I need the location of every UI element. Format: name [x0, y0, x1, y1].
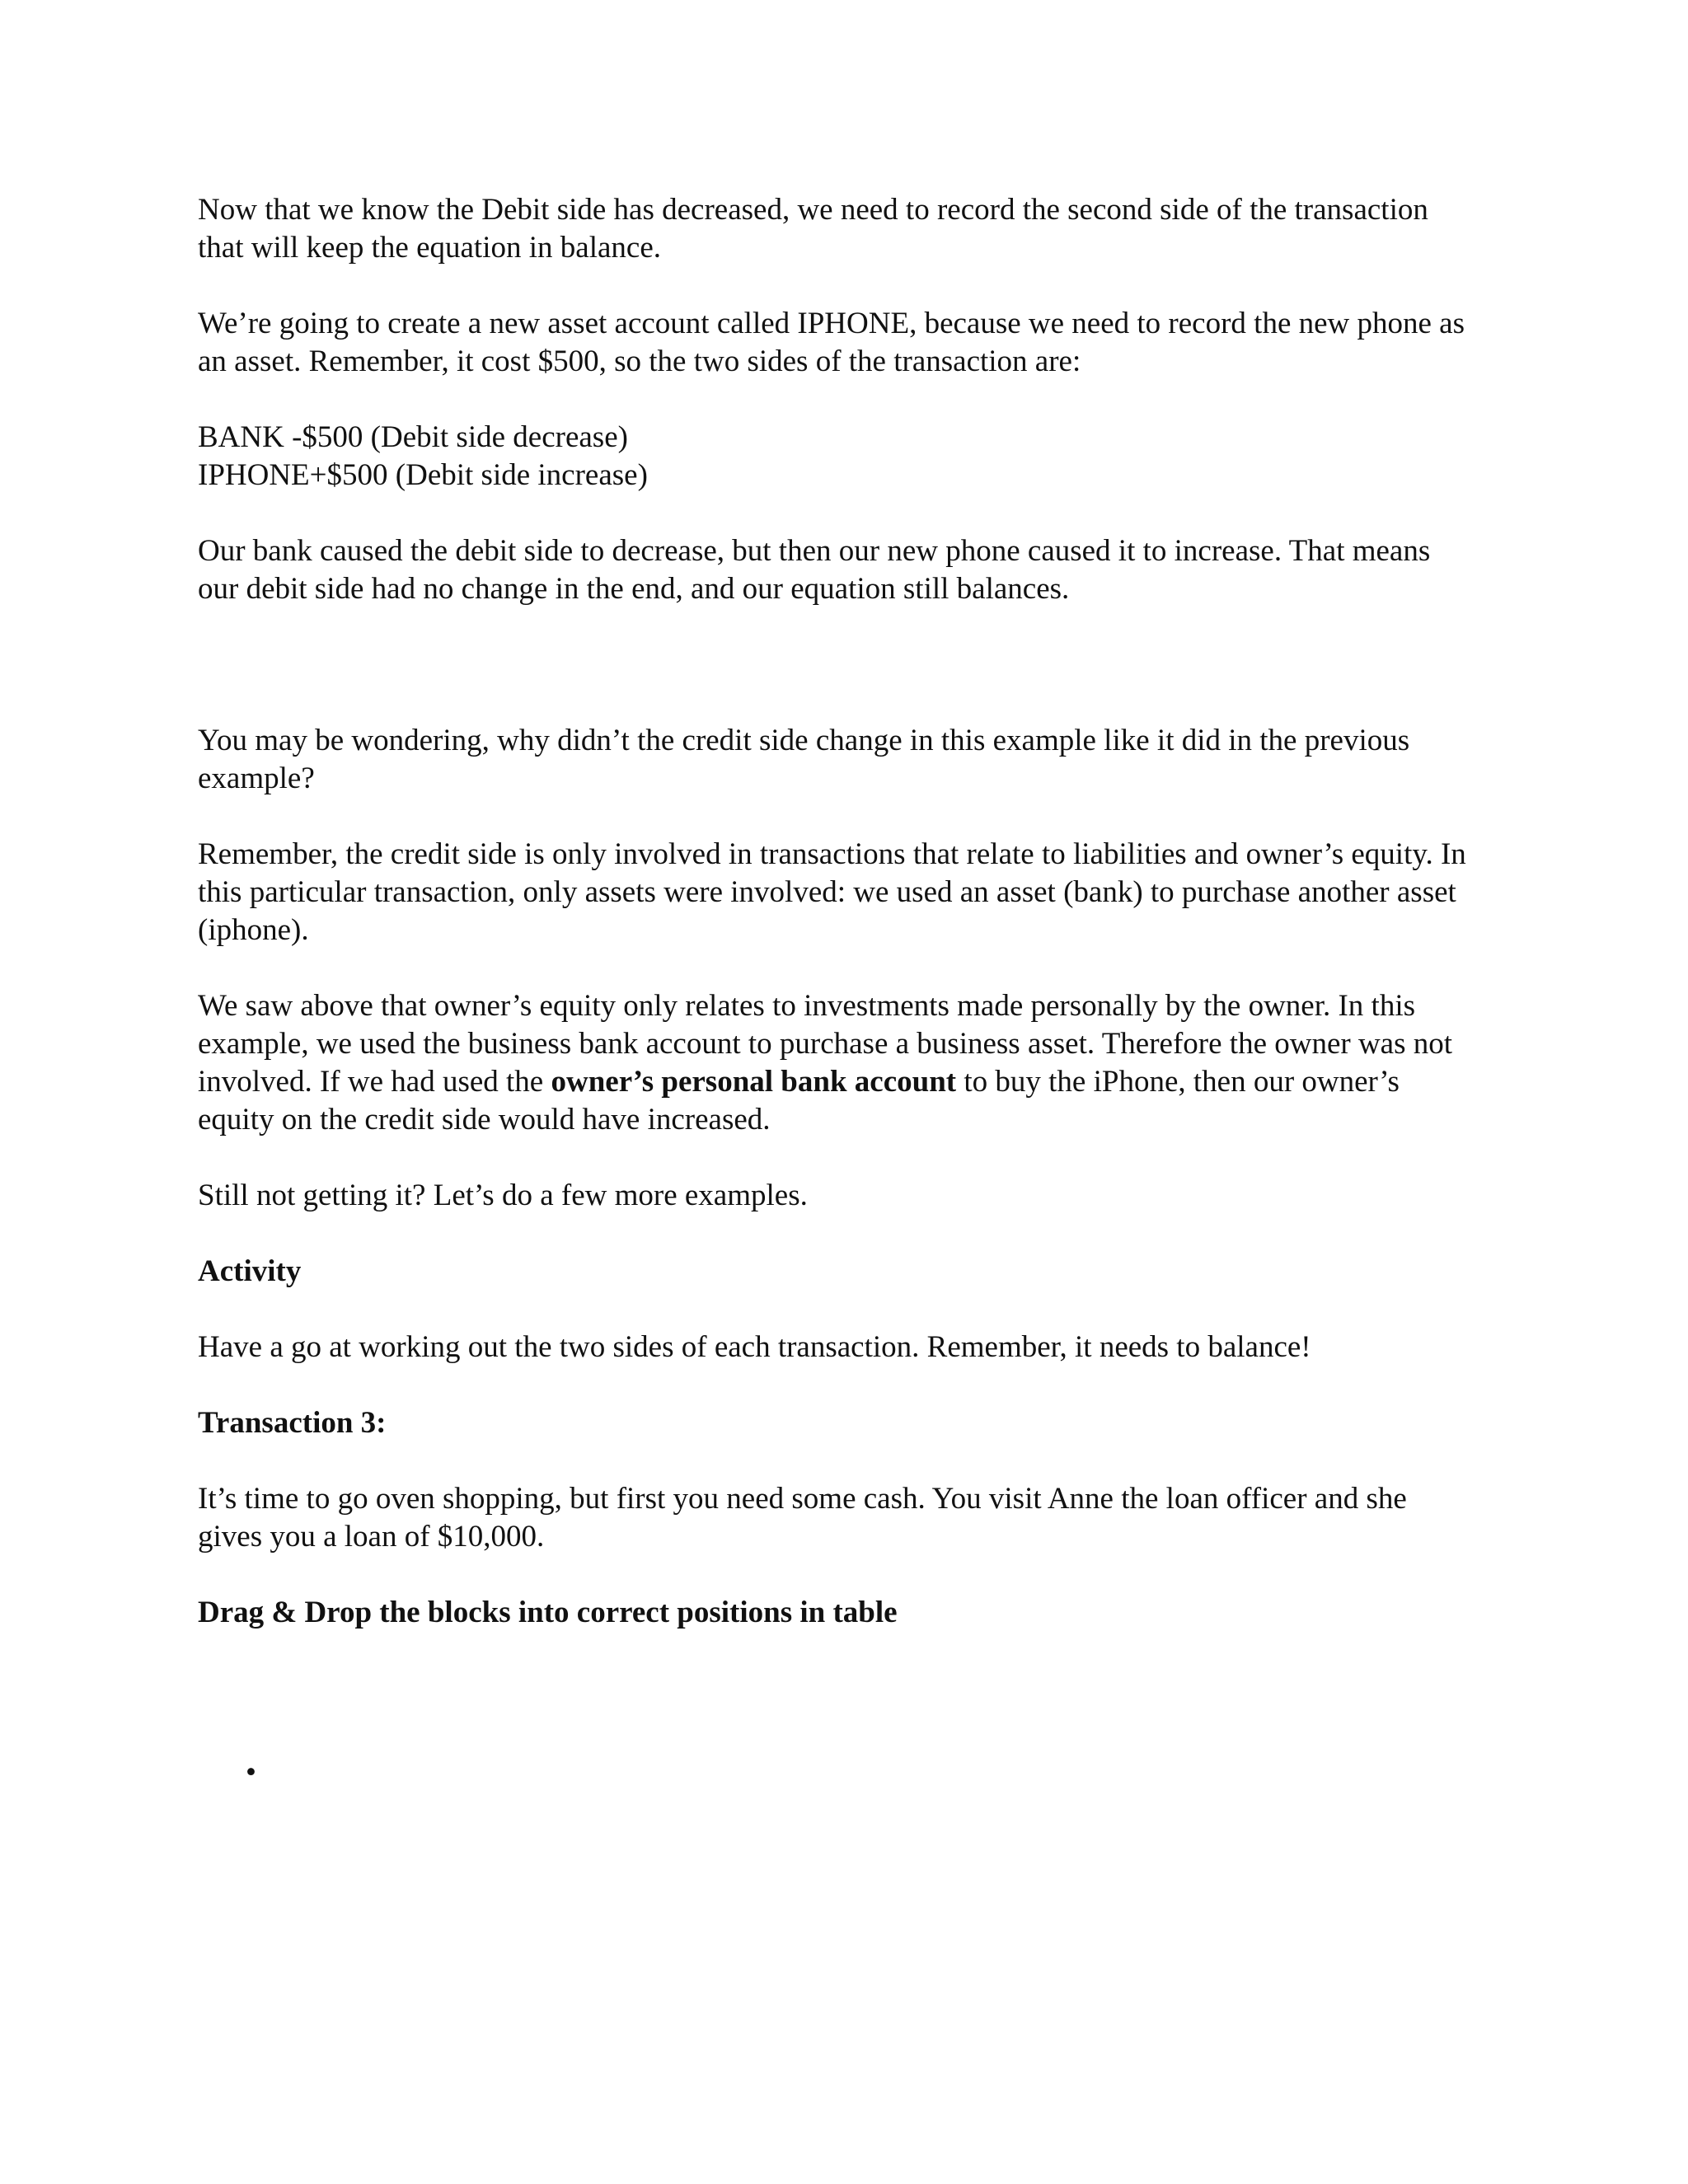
paragraph-credit-question: You may be wondering, why didn’t the credit side change in this example like it did in the previous example? — [198, 724, 1410, 795]
owners-equity-text-1: We saw above that owner’s equity only relates to investments made personally by the owner. In this example, we used the business bank account to purchase a business asset. Therefore the owner was not involved. If we had used the — [198, 989, 1453, 1099]
paragraph-iphone-account: We’re going to create a new asset account called IPHONE, because we need to record the new phone as an asset. Remember, it cost $500, so the two sides of the transaction are: — [198, 307, 1465, 378]
paragraph-debit-no-change: Our bank caused the debit side to decrease, but then our new phone caused it to increase. That means our debit side had no change in the end, and our equation still balances. — [198, 534, 1431, 606]
paragraph-credit-explanation: Remember, the credit side is only involved in transactions that relate to liabilities and owner’s equity. In this particular transaction, only assets were involved: we used an asset (bank) to purchase another asset (iphone). — [198, 837, 1466, 947]
paragraph-owners-equity — [198, 987, 1467, 1139]
paragraph-more-examples: Still not getting it? Let’s do a few more examples. — [198, 1179, 808, 1212]
owners-personal-bank-account-emphasis: owner’s personal bank account — [551, 1065, 957, 1099]
bullet-point: • — [246, 1755, 256, 1789]
paragraph-loan-scenario: It’s time to go oven shopping, but first you need some cash. You visit Anne the loan officer and she gives you a loan of $10,000. — [198, 1482, 1407, 1554]
activity-heading: Activity — [198, 1254, 302, 1288]
transaction-line-iphone: IPHONE+$500 (Debit side increase) — [198, 458, 648, 492]
owners-equity-text-2: to buy the iPhone, then our owner’s equity on the credit side would have increased. — [198, 1065, 1400, 1137]
document-body — [198, 191, 1467, 1632]
transaction-3-heading: Transaction 3: — [198, 1406, 387, 1440]
transaction-line-bank: BANK -$500 (Debit side decrease) — [198, 420, 628, 454]
paragraph-debit-decreased: Now that we know the Debit side has decreased, we need to record the second side of the transaction that will keep the equation in balance. — [198, 193, 1428, 265]
paragraph-activity-instructions: Have a go at working out the two sides of each transaction. Remember, it needs to balance! — [198, 1330, 1311, 1364]
drag-drop-instruction: Drag & Drop the blocks into correct positions in table — [198, 1596, 898, 1629]
